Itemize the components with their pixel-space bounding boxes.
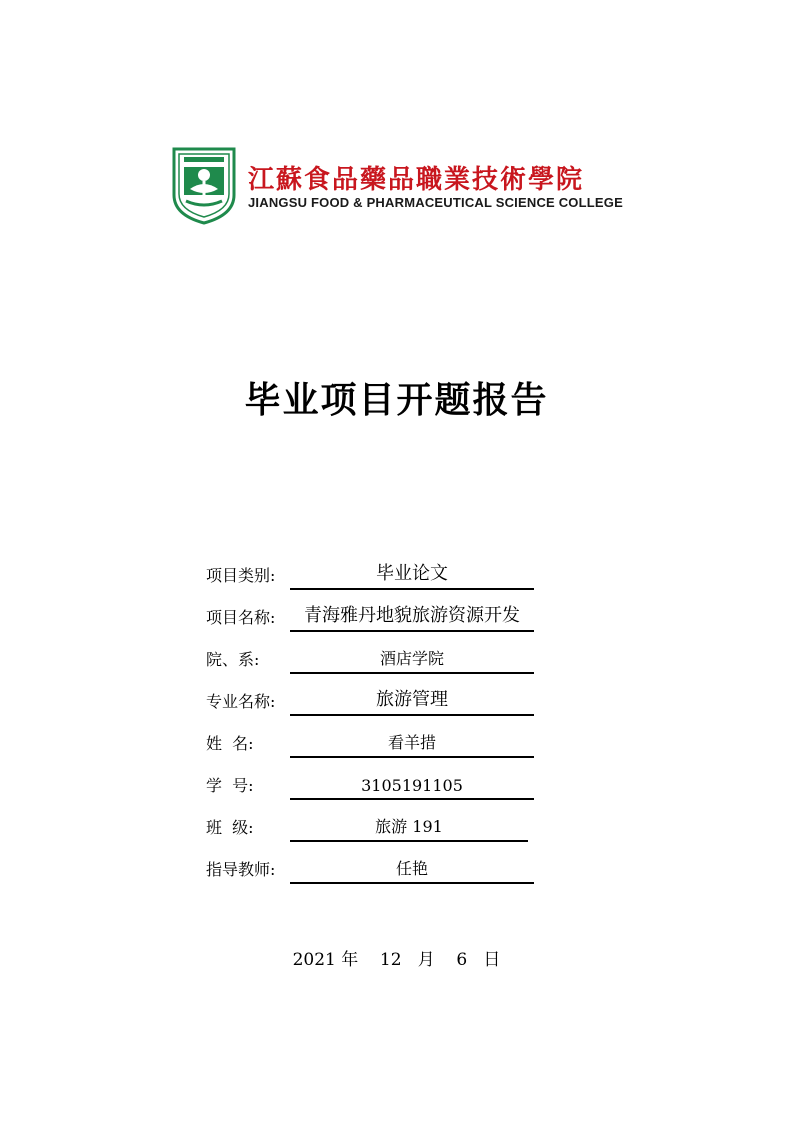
- field-value: 毕业论文: [376, 563, 448, 584]
- field-row-student-id: [206, 770, 536, 800]
- field-label: 项目名称:: [206, 608, 276, 627]
- field-row-name: [206, 728, 536, 758]
- report-date: [0, 945, 793, 970]
- field-value-line: [290, 644, 534, 674]
- field-value-line: [290, 602, 534, 632]
- date-year: 2021: [292, 950, 336, 970]
- field-value: 3105191105: [361, 776, 463, 795]
- date-day: 6: [456, 950, 468, 970]
- field-label: 院、系:: [206, 650, 260, 669]
- date-month: 12: [379, 950, 402, 970]
- field-value-line: [290, 728, 534, 758]
- report-title: 毕业项目开题报告: [244, 380, 549, 421]
- field-row-department: [206, 644, 536, 674]
- field-value-line: [290, 560, 534, 590]
- field-value: 酒店学院: [379, 649, 444, 668]
- field-row-class: [206, 812, 536, 842]
- field-label: 姓 名:: [206, 734, 254, 753]
- school-name-en: JIANGSU FOOD & PHARMACEUTICAL SCIENCE COLLEGE: [248, 195, 623, 210]
- field-row-advisor: [206, 854, 536, 884]
- field-value: 青海雅丹地貌旅游资源开发: [304, 605, 520, 626]
- field-value: 旅游 191: [375, 817, 443, 836]
- school-header: [170, 145, 630, 227]
- field-value-line: [290, 770, 534, 800]
- date-year-unit: 年: [341, 950, 359, 970]
- school-name-cn: 江蘇食品藥品職業技術學院: [248, 165, 585, 195]
- date-month-unit: 月: [417, 950, 435, 970]
- field-value-line: [290, 854, 534, 884]
- field-row-major: [206, 686, 536, 716]
- field-value-line: [290, 812, 528, 842]
- field-value: 旅游管理: [376, 689, 448, 710]
- date-day-unit: 日: [483, 950, 501, 970]
- field-label: 指导教师:: [206, 860, 276, 879]
- field-value: 任艳: [395, 859, 428, 878]
- field-row-project-type: [206, 560, 536, 590]
- field-row-project-name: [206, 602, 536, 632]
- field-label: 班 级:: [206, 818, 254, 837]
- field-value: 看羊措: [387, 733, 436, 752]
- field-label: 学 号:: [206, 776, 254, 795]
- field-value-line: [290, 686, 534, 716]
- school-emblem-icon: [170, 145, 238, 225]
- field-label: 专业名称:: [206, 692, 276, 711]
- field-label: 项目类别:: [206, 566, 276, 585]
